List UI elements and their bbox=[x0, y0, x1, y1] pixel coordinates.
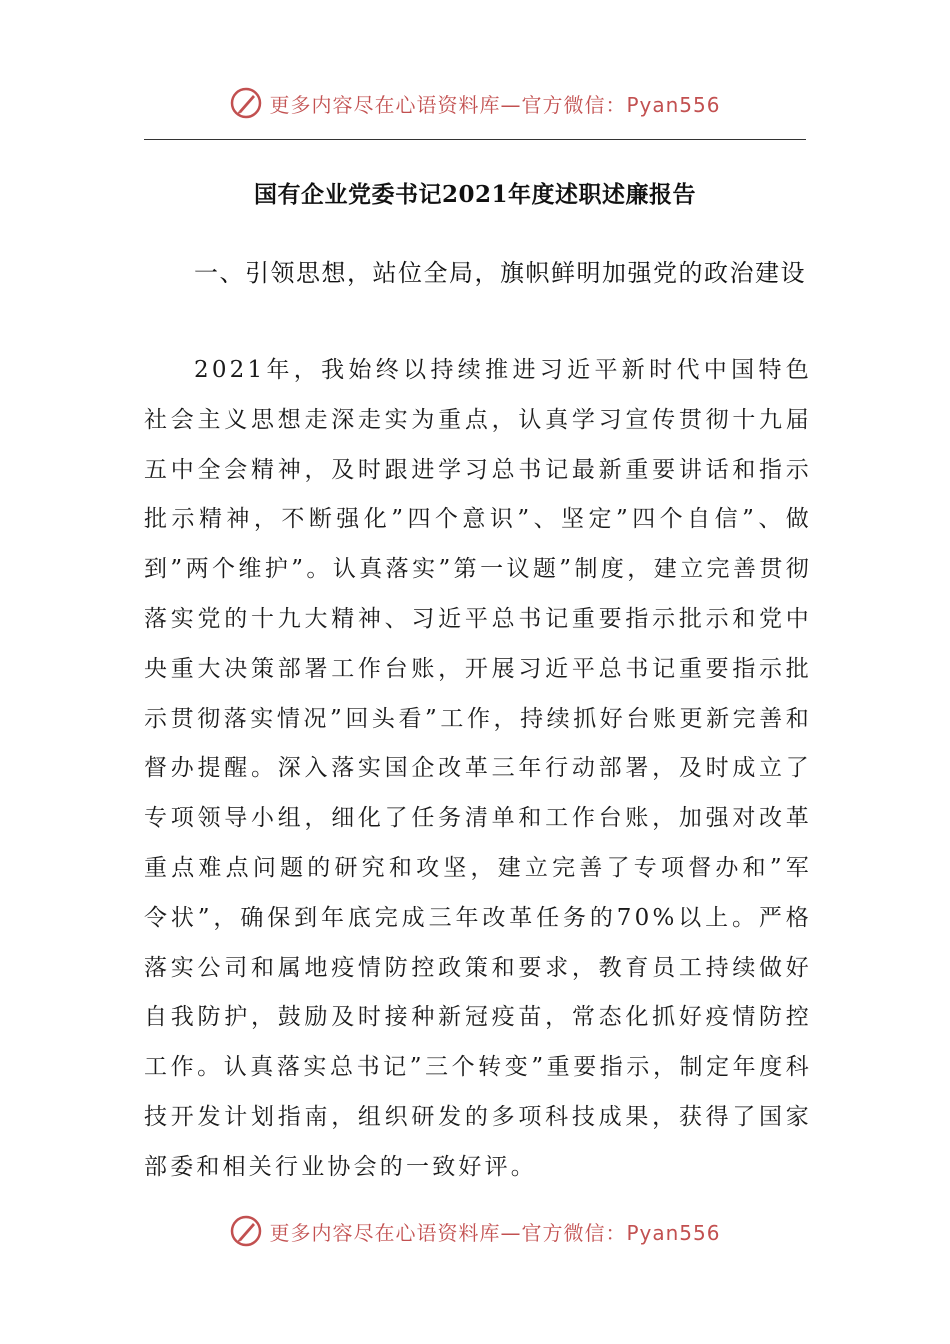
pen-logo-icon bbox=[229, 1214, 263, 1248]
watermark-text: 更多内容尽在心语资料库—官方微信：Pyan556 bbox=[269, 1220, 721, 1245]
document-title: 国有企业党委书记2021年度述职述廉报告 bbox=[253, 181, 696, 208]
section-heading: 一、引领思想，站位全局，旗帜鲜明加强党的政治建设 bbox=[194, 259, 806, 287]
pen-logo-icon bbox=[229, 86, 263, 120]
footer-watermark bbox=[0, 1214, 950, 1248]
body-paragraph: 2021年，我始终以持续推进习近平新时代中国特色社会主义思想走深走实为重点，认真学习宣传贯彻十九届五中全会精神，及时跟进学习总书记最新重要讲话和指示批示精神，不断强化”四个意识”、坚定”四个自信”、做到”两个维护”。认真落实”第一议题”制度，建立完善贯彻落实党的十九大精神、习近平总书记重要指示批示和党中央重大决策部署工作台账，开展习近平总书记重要指示批示贯彻落实情况”回头看”工作，持续抓好台账更新完善和督办提醒。深入落实国企改革三年行动部署，及时成立了专项领导小组，细化了任务清单和工作台账，加强对改革重点难点问题的研究和攻坚，建立完善了专项督办和”军令状”，确保到年底完成三年改革任务的70%以上。严格落实公司和属地疫情防控政策和要求，教育员工持续做好自我防护，鼓励及时接种新冠疫苗，常态化抓好疫情防控工作。认真落实总书记”三个转变”重要指示，制定年度科技开发计划指南，组织研发的多项科技成果，获得了国家部委和相关行业协会的一致好评。 bbox=[144, 357, 812, 1180]
watermark-text: 更多内容尽在心语资料库—官方微信：Pyan556 bbox=[269, 92, 721, 117]
header-watermark bbox=[0, 86, 950, 120]
header-divider bbox=[144, 139, 806, 140]
